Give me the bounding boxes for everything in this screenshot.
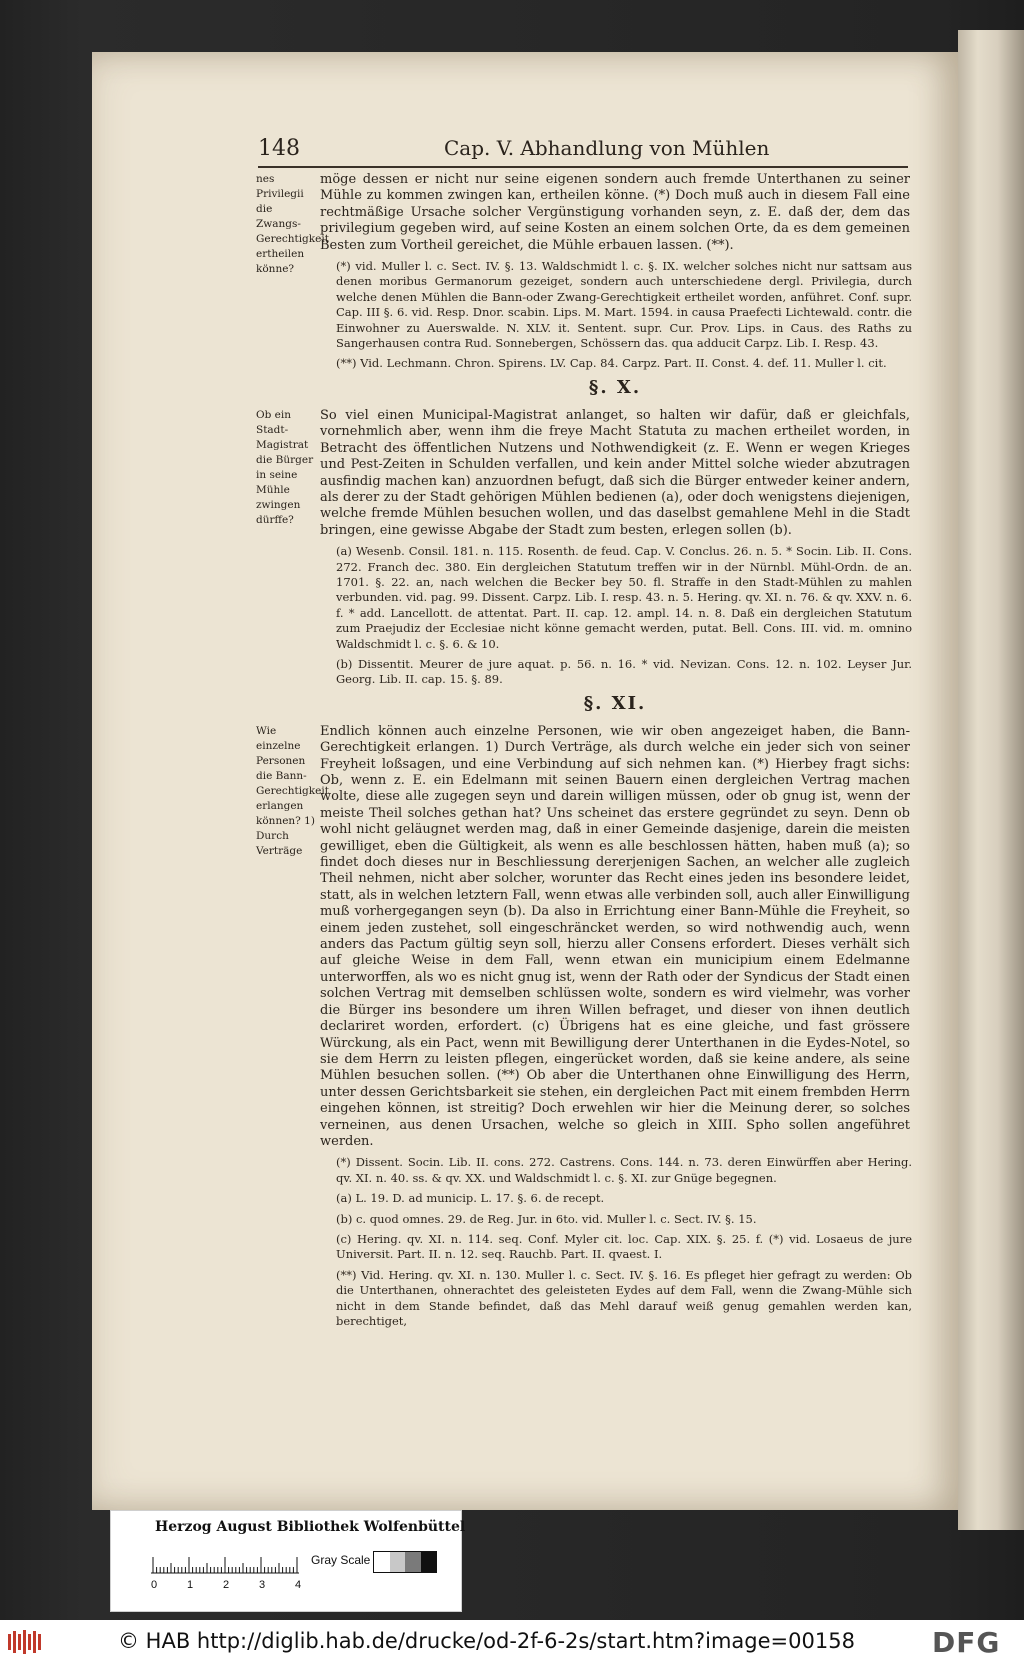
footnote-text: (*) Dissent. Socin. Lib. II. cons. 272. Castrens. Cons. 144. n. 73. deren Einwürffen aber Hering. qv. XI. n. 40. ss. & qv. XX. und Waldschmidt l. c. §. XI. zur Gnüge begegnen. [336, 1155, 912, 1185]
spacer [258, 1329, 910, 1334]
gray-swatch [374, 1552, 390, 1572]
gray-scale-swatches [373, 1551, 437, 1573]
ruler-scale [151, 1549, 299, 1575]
spacer [258, 398, 910, 408]
hab-logo-icon [6, 1628, 46, 1656]
footnote-row [258, 657, 910, 688]
paragraph-row [258, 724, 910, 1151]
section-heading: §. X. [588, 376, 642, 398]
ruler-number: 0 [151, 1579, 158, 1591]
footnote-text: (c) Hering. qv. XI. n. 114. seq. Conf. Myler cit. loc. Cap. XIX. §. 25. f. (*) vid. Losaeus de jure Universit. Part. II. n. 12. seq. Rauchb. Part. II. qvaest. I. [336, 1231, 912, 1262]
margin-note: nes Privilegii die Zwangs-Gerechtigkeit ertheilen könne? [256, 173, 329, 275]
paragraph-text: So viel einen Municipal-Magistrat anlanget, so halten wir dafür, daß er gleichfals, vornehmlich aber, wenn ihm die freye Macht Statuta zu machen ertheilet worden, in Betracht des öffentlichen Nutzens und Nothwendigkeit (z. E. Wenn er wegen Krieges und Pest-Zeiten in Schulden verfallen, und kein ander Mittel solche wieder abzutragen ausfindig machen kan) anzuordnen befugt, daß sich die Bürger entweder keiner andern, als derer zu der Stadt gehörigen Mühlen bedienen (a), oder doch wenigstens diejenigen, welche fremde Mühlen besuchen wollen, und das daselbst gemahlene Mehl in die Stadt bringen, eine gewisse Abgabe der Stadt zum besten, erlegen sollen (b). [320, 407, 910, 538]
footnote-text: (*) vid. Muller l. c. Sect. IV. §. 13. Waldschmidt l. c. §. IX. welcher solches nicht nur sattsam aus denen moribus Germanorum gezeiget, sondern auch unterschiedene dergl. Privilegia, durch welche denen Mühlen die Bann-oder Zwang-Gerechtigkeit ertheilet worden, anführet. Conf. supr. Cap. III §. 6. vid. Resp. Dnor. scabin. Lips. M. Mart. 1594. in causa Praefecti Lichtewald. contr. die Einwohner zu Auerswalde. N. XLV. it. Sentent. supr. Cur. Prov. Lips. in Caus. des Raths zu Sangerhausen contra Rud. Sonnebergen, Schössern das. qua adducit Carpz. Lib. I. Resp. 43. [336, 259, 912, 351]
footnote-row [258, 544, 910, 652]
color-calibration-bar [110, 1510, 466, 1612]
gray-swatch [405, 1552, 421, 1572]
margin-note: Wie einzelne Personen die Bann-Gerechtigkeit erlangen können? 1) Durch Verträge [256, 724, 329, 857]
page-header [258, 136, 908, 168]
next-page-edge [958, 30, 1024, 1530]
footnote-text: (b) Dissentit. Meurer de jure aquat. p. 56. n. 16. * vid. Nevizan. Cons. 12. n. 102. Leyser Jur. Georg. Lib. II. cap. 15. §. 89. [336, 656, 912, 687]
footnote-row [258, 356, 910, 371]
viewer-footer [0, 1620, 1024, 1666]
paragraph-row [258, 408, 910, 539]
section-heading: §. XI. [583, 692, 647, 714]
section-heading-row [258, 693, 910, 714]
running-title: Cap. V. Abhandlung von Mühlen [444, 136, 770, 160]
footnote-row [258, 1212, 910, 1227]
gray-scale-label: Gray Scale [311, 1553, 371, 1567]
ruler-number: 1 [187, 1579, 194, 1591]
ruler-number: 3 [259, 1579, 266, 1591]
paragraph-row [256, 172, 910, 275]
gray-swatch [421, 1552, 437, 1572]
library-name: Herzog August Bibliothek Wolfenbüttel [155, 1519, 466, 1535]
spacer [258, 714, 910, 724]
footnote-text: (**) Vid. Lechmann. Chron. Spirens. LV. Cap. 84. Carpz. Part. II. Const. 4. def. 11. Muller l. cit. [336, 356, 887, 371]
paragraph-text: Endlich können auch einzelne Personen, wie wir oben angezeiget haben, die Bann-Gerechtigkeit erlangen. 1) Durch Verträge, als durch welche ein jeder sich von seiner Freyheit loßsagen, und eine Verbindung auf sich nehmen kan. (*) Hierbey fragt sichs: Ob, wenn z. E. ein Edelmann mit seinen Bauern einen dergleichen Vertrag machen wolte, diese alle zugegen seyn und darein willigen müssen, oder ob gnug ist, wenn der meiste Theil solches gethan hat? Uns scheinet das erstere gegründet zu seyn. Denn ob wohl nicht geläugnet werden mag, daß in einer Gemeinde dasjenige, darein die meisten gewilliget, eben die Gültigkeit, als wenn es alle beschlossen hätten, haben muß (a); so findet doch dieses nur in Beschliessung dererjenigen Sachen, an welcher alle zugleich Theil nehmen, nicht aber solcher, worunter das Recht eines jeden ins besondere leidet, statt, als in welchen letztern Fall, wenn etwas alle verbinden soll, auch aller Einwilligung muß vorhergegangen seyn (b). Da also in Errichtung einer Bann-Mühle die Freyheit, so einem jeden zustehet, soll eingeschräncket werden, so wird nothwendig auch, wenn anders das Pactum gültig seyn soll, hierzu aller Consens erfordert. Dieses verhält sich auf gleiche Weise in dem Fall, wenn etwan ein municipium einem Edelmanne unterworffen, als wo es nicht gnug ist, wenn der Rath oder der Syndicus der Stadt einen solchen Vertrag mit demselben schlüssen wolte, sondern es wird vielmehr, was vorher die Bürger ins besondere um ihren Willen befraget, und dieser von ihnen deutlich declariret worden, erfordert. (c) Übrigens hat es eine gleiche, und fast grössere Würckung, als ein Pact, wenn mit Bewilligung derer Unterthanen in die Eydes-Notel, so sie dem Herrn zu leisten pflegen, eingerücket worden, daß sie keine andere, als seine Mühlen besuchen sollen. (**) Ob aber die Unterthanen ohne Einwilligung des Herrn, unter dessen Gerichtsbarkeit sie stehen, ein dergleichen Pact mit einem frembden Herrn eingehen können, ist streitig? Doch erwehlen wir hier die Meinung derer, so solches verneinen, aus denen Ursachen, welche so gleich in XIII. Spho sollen angeführet werden. [320, 723, 910, 1149]
margin-note: Ob ein Stadt-Magistrat die Bürger in seine Mühle zwingen dürffe? [256, 408, 314, 526]
footnote-row [258, 1268, 910, 1330]
footnote-row [258, 1232, 910, 1263]
source-url[interactable]: © HAB http://diglib.hab.de/drucke/od-2f-6-2s/start.htm?image=00158 [118, 1629, 855, 1653]
section-heading-row [258, 377, 910, 398]
footnote-row [258, 1191, 910, 1206]
page-number: 148 [258, 136, 300, 161]
gray-swatch [390, 1552, 406, 1572]
footnote-row [258, 259, 910, 351]
footnote-text: (b) c. quod omnes. 29. de Reg. Jur. in 6to. vid. Muller l. c. Sect. IV. §. 15. [336, 1211, 757, 1226]
footnote-text: (a) Wesenb. Consil. 181. n. 115. Rosenth. de feud. Cap. V. Conclus. 26. n. 5. * Socin. Lib. II. Cons. 272. Franch dec. 380. Ein dergleichen Statutum treffen wir in der Nürnbl. Mühl-Ordn. de an. 1701. §. 22. an, nach welchen die Becker bey 50. fl. Straffe in den Stadt-Mühlen zu mahlen verbunden. vid. pag. 99. Dissent. Carpz. Lib. I. resp. 43. n. 5. Hering. qv. XI. n. 76. & qv. XXV. n. 6. f. * add. Lancellott. de attentat. Part. II. cap. 12. ampl. 14. n. 8. Daß ein dergleichen Statutum zum Praejudiz der Ecclesiae nicht könne gemacht werden, putat. Bell. Cons. III. vid. m. omnino Waldschmidt l. c. §. 6. & 10. [336, 544, 912, 651]
page-content [258, 172, 910, 1334]
dfg-logo: DFG [932, 1626, 1001, 1659]
ruler-number: 4 [295, 1579, 302, 1591]
footnote-text: (a) L. 19. D. ad municip. L. 17. §. 6. de recept. [336, 1191, 605, 1206]
paragraph-text: möge dessen er nicht nur seine eigenen sondern auch fremde Unterthanen zu seiner Mühle zu kommen zwingen kan, ertheilen könne. (*) Doch muß auch in diesem Fall eine rechtmäßige Ursache solcher Vergünstigung vorhanden seyn, z. E. daß der, dem das privilegium gegeben wird, auf seine Kosten an einem solchen Orte, da es dem gemeinen Besten zum Vortheil gereichet, die Mühle erbauen lassen. (**). [320, 172, 910, 253]
footnote-row [258, 1155, 910, 1186]
ruler-number: 2 [223, 1579, 230, 1591]
footnote-text: (**) Vid. Hering. qv. XI. n. 130. Muller l. c. Sect. IV. §. 16. Es pfleget hier gefragt zu werden: Ob die Unterthanen, ohnerachtet des geleisteten Eydes auf dem Fall, wenn die Zwang-Mühle sich nicht in dem Stande befindet, daß das Mehl darauf weiß genug gemahlen werden kan, berechtiget, [336, 1267, 912, 1328]
